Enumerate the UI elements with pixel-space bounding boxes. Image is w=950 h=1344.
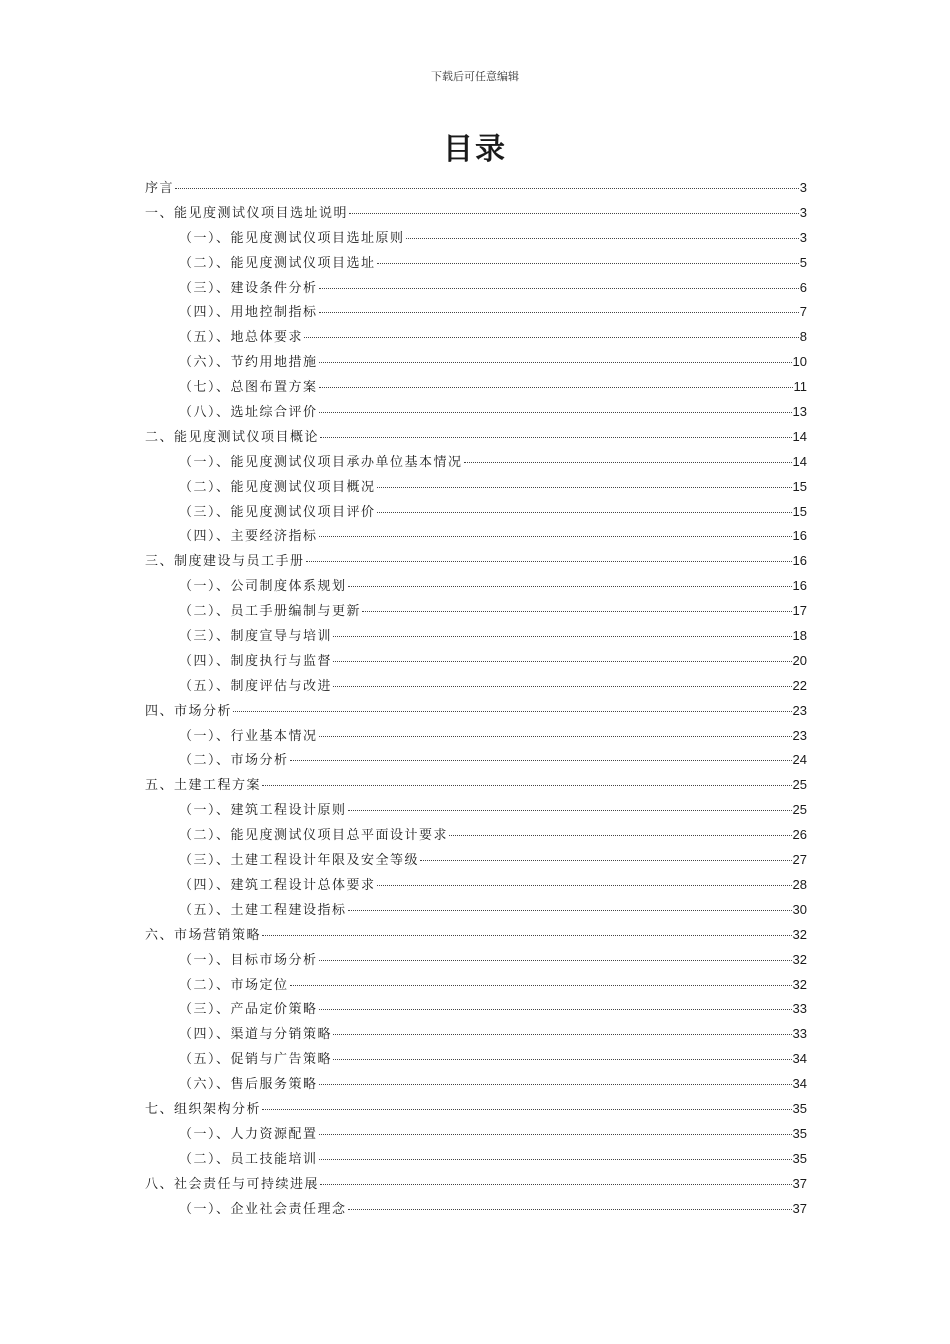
toc-dot-leader: [319, 362, 792, 363]
table-of-contents: [145, 176, 807, 1221]
toc-entry[interactable]: [145, 574, 807, 599]
toc-page-number: 25: [792, 777, 807, 793]
toc-entry-label: （七）、总图布置方案: [179, 380, 318, 396]
toc-entry-label: （五）、土建工程建设指标: [179, 902, 347, 918]
toc-entry[interactable]: [145, 375, 807, 400]
toc-entry-label: （八）、选址综合评价: [179, 405, 318, 421]
toc-dot-leader: [319, 960, 792, 961]
toc-entry[interactable]: [145, 300, 807, 325]
toc-entry[interactable]: [145, 724, 807, 749]
toc-entry-label: （四）、制度执行与监督: [179, 653, 333, 669]
toc-entry-label: （五）、促销与广告策略: [179, 1052, 333, 1068]
toc-dot-leader: [319, 412, 792, 413]
toc-dot-leader: [319, 288, 799, 289]
toc-page-number: 8: [799, 329, 807, 345]
toc-page-number: 14: [792, 453, 807, 469]
toc-page-number: 28: [792, 876, 807, 892]
toc-entry-label: （一）、公司制度体系规划: [179, 579, 347, 595]
toc-entry-label: （四）、用地控制指标: [179, 305, 318, 321]
toc-page-number: 37: [792, 1175, 807, 1191]
toc-page-number: 3: [799, 229, 807, 245]
toc-entry[interactable]: [145, 176, 807, 201]
toc-entry[interactable]: [145, 649, 807, 674]
toc-entry-label: （一）、建筑工程设计原则: [179, 803, 347, 819]
toc-entry-label: （二）、员工技能培训: [179, 1151, 318, 1167]
toc-entry[interactable]: [145, 475, 807, 500]
toc-entry[interactable]: [145, 773, 807, 798]
toc-entry[interactable]: [145, 948, 807, 973]
toc-dot-leader: [262, 1109, 792, 1110]
toc-dot-leader: [319, 736, 792, 737]
toc-entry-label: （二）、市场定位: [179, 977, 289, 993]
toc-entry-label: （一）、能见度测试仪项目承办单位基本情况: [179, 454, 463, 470]
toc-entry[interactable]: [145, 549, 807, 574]
toc-dot-leader: [320, 437, 792, 438]
toc-entry-label: 一、能见度测试仪项目选址说明: [145, 205, 349, 221]
toc-entry[interactable]: [145, 1172, 807, 1197]
toc-dot-leader: [377, 263, 799, 264]
toc-entry[interactable]: [145, 425, 807, 450]
page-title: 目录: [443, 132, 507, 167]
toc-page-number: 23: [792, 702, 807, 718]
toc-entry-label: 七、组织架构分析: [145, 1101, 262, 1117]
toc-page-number: 24: [792, 752, 807, 768]
toc-entry[interactable]: [145, 226, 807, 251]
toc-entry-label: （五）、制度评估与改进: [179, 678, 333, 694]
toc-entry[interactable]: [145, 624, 807, 649]
toc-entry-label: （三）、土建工程设计年限及安全等级: [179, 853, 420, 869]
toc-entry-label: （二）、员工手册编制与更新: [179, 604, 362, 620]
toc-entry[interactable]: [145, 1197, 807, 1222]
toc-page-number: 18: [792, 628, 807, 644]
toc-entry-label: （一）、行业基本情况: [179, 728, 318, 744]
toc-entry[interactable]: [145, 500, 807, 525]
toc-dot-leader: [377, 512, 792, 513]
toc-entry[interactable]: [145, 450, 807, 475]
toc-page-number: 37: [792, 1200, 807, 1216]
toc-page-number: 33: [792, 1026, 807, 1042]
toc-entry[interactable]: [145, 276, 807, 301]
toc-entry-label: 序言: [145, 181, 175, 196]
toc-entry[interactable]: [145, 798, 807, 823]
toc-entry-label: 三、制度建设与员工手册: [145, 554, 305, 570]
toc-entry[interactable]: [145, 251, 807, 276]
toc-page-number: 32: [792, 976, 807, 992]
toc-page-number: 32: [792, 926, 807, 942]
toc-entry-label: （三）、能见度测试仪项目评价: [179, 504, 376, 520]
toc-dot-leader: [319, 1134, 792, 1135]
toc-entry[interactable]: [145, 1097, 807, 1122]
toc-entry-label: （四）、渠道与分销策略: [179, 1027, 333, 1043]
toc-entry[interactable]: [145, 524, 807, 549]
toc-entry[interactable]: [145, 400, 807, 425]
toc-dot-leader: [348, 586, 792, 587]
toc-page-number: 26: [792, 827, 807, 843]
toc-entry[interactable]: [145, 325, 807, 350]
toc-page-number: 16: [792, 578, 807, 594]
toc-page-number: 33: [792, 1001, 807, 1017]
toc-dot-leader: [333, 1059, 792, 1060]
toc-dot-leader: [362, 611, 792, 612]
toc-entry-label: 五、土建工程方案: [145, 778, 262, 794]
toc-page-number: 15: [792, 478, 807, 494]
toc-page-number: 16: [792, 553, 807, 569]
toc-dot-leader: [333, 661, 792, 662]
toc-page-number: 11: [793, 379, 807, 395]
toc-dot-leader: [349, 213, 799, 214]
toc-entry[interactable]: [145, 997, 807, 1022]
toc-entry[interactable]: [145, 1022, 807, 1047]
toc-dot-leader: [449, 835, 792, 836]
toc-entry-label: （一）、企业社会责任理念: [179, 1201, 347, 1217]
toc-entry-label: 八、社会责任与可持续进展: [145, 1176, 320, 1192]
toc-entry[interactable]: [145, 699, 807, 724]
toc-page-number: 22: [792, 677, 807, 693]
toc-page-number: 32: [792, 951, 807, 967]
toc-dot-leader: [333, 636, 792, 637]
toc-page-number: 15: [792, 503, 807, 519]
toc-entry-label: （六）、节约用地措施: [179, 355, 318, 371]
toc-dot-leader: [290, 760, 792, 761]
toc-entry[interactable]: [145, 674, 807, 699]
toc-dot-leader: [333, 1034, 792, 1035]
toc-dot-leader: [319, 312, 799, 313]
toc-entry[interactable]: [145, 1122, 807, 1147]
toc-dot-leader: [320, 1184, 792, 1185]
toc-entry[interactable]: [145, 1047, 807, 1072]
toc-entry-label: （一）、能见度测试仪项目选址原则: [179, 230, 405, 246]
toc-entry-label: （二）、市场分析: [179, 753, 289, 769]
toc-dot-leader: [406, 238, 799, 239]
toc-dot-leader: [377, 885, 792, 886]
toc-entry-label: （四）、建筑工程设计总体要求: [179, 877, 376, 893]
toc-entry-label: 六、市场营销策略: [145, 927, 262, 943]
toc-entry[interactable]: [145, 823, 807, 848]
toc-dot-leader: [319, 1159, 792, 1160]
toc-page-number: 6: [799, 279, 807, 295]
toc-entry-label: （三）、产品定价策略: [179, 1002, 318, 1018]
toc-entry-label: （五）、地总体要求: [179, 330, 304, 346]
toc-page-number: 34: [792, 1051, 807, 1067]
toc-page-number: 35: [792, 1125, 807, 1141]
toc-dot-leader: [306, 561, 792, 562]
toc-dot-leader: [464, 462, 792, 463]
toc-page-number: 5: [799, 254, 807, 270]
toc-page-number: 25: [792, 802, 807, 818]
toc-page-number: 14: [792, 428, 807, 444]
toc-page-number: 13: [792, 404, 807, 420]
toc-dot-leader: [233, 711, 792, 712]
toc-page-number: 34: [792, 1076, 807, 1092]
toc-entry-label: （二）、能见度测试仪项目概况: [179, 479, 376, 495]
toc-page-number: 23: [792, 727, 807, 743]
toc-entry[interactable]: [145, 748, 807, 773]
toc-entry[interactable]: [145, 1147, 807, 1172]
toc-dot-leader: [290, 985, 792, 986]
toc-entry[interactable]: [145, 1072, 807, 1097]
toc-dot-leader: [420, 860, 792, 861]
toc-dot-leader: [262, 785, 792, 786]
toc-page-number: 10: [792, 354, 807, 370]
toc-entry[interactable]: [145, 350, 807, 375]
toc-dot-leader: [319, 387, 793, 388]
toc-page-number: 35: [792, 1100, 807, 1116]
toc-entry-label: 四、市场分析: [145, 703, 233, 719]
toc-entry[interactable]: [145, 898, 807, 923]
toc-page-number: 35: [792, 1150, 807, 1166]
toc-dot-leader: [348, 810, 792, 811]
toc-page-number: 20: [792, 652, 807, 668]
toc-entry[interactable]: [145, 923, 807, 948]
toc-entry-label: （四）、主要经济指标: [179, 529, 318, 545]
toc-entry[interactable]: [145, 973, 807, 998]
toc-dot-leader: [304, 337, 799, 338]
toc-dot-leader: [377, 487, 792, 488]
toc-dot-leader: [333, 686, 792, 687]
toc-entry-label: （三）、建设条件分析: [179, 280, 318, 296]
toc-page-number: 16: [792, 528, 807, 544]
toc-page-number: 7: [799, 304, 807, 320]
toc-dot-leader: [348, 910, 792, 911]
toc-dot-leader: [262, 935, 792, 936]
toc-entry-label: （六）、售后服务策略: [179, 1077, 318, 1093]
toc-page-number: 17: [792, 603, 807, 619]
toc-entry-label: （一）、目标市场分析: [179, 952, 318, 968]
toc-dot-leader: [348, 1209, 792, 1210]
toc-page-number: 27: [792, 852, 807, 868]
toc-entry-label: （二）、能见度测试仪项目总平面设计要求: [179, 828, 449, 844]
toc-entry[interactable]: [145, 599, 807, 624]
toc-page-number: 3: [799, 204, 807, 220]
toc-dot-leader: [319, 1009, 792, 1010]
toc-page-number: 3: [799, 180, 807, 195]
toc-page-number: 30: [792, 901, 807, 917]
toc-entry[interactable]: [145, 873, 807, 898]
page-header-note: 下载后可任意编辑: [431, 70, 519, 83]
toc-entry[interactable]: [145, 201, 807, 226]
toc-dot-leader: [319, 1084, 792, 1085]
toc-dot-leader: [175, 188, 799, 189]
toc-entry-label: （三）、制度宣导与培训: [179, 629, 333, 645]
toc-entry-label: （一）、人力资源配置: [179, 1126, 318, 1142]
toc-entry[interactable]: [145, 848, 807, 873]
toc-entry-label: （二）、能见度测试仪项目选址: [179, 255, 376, 271]
toc-dot-leader: [319, 536, 792, 537]
toc-entry-label: 二、能见度测试仪项目概论: [145, 429, 320, 445]
